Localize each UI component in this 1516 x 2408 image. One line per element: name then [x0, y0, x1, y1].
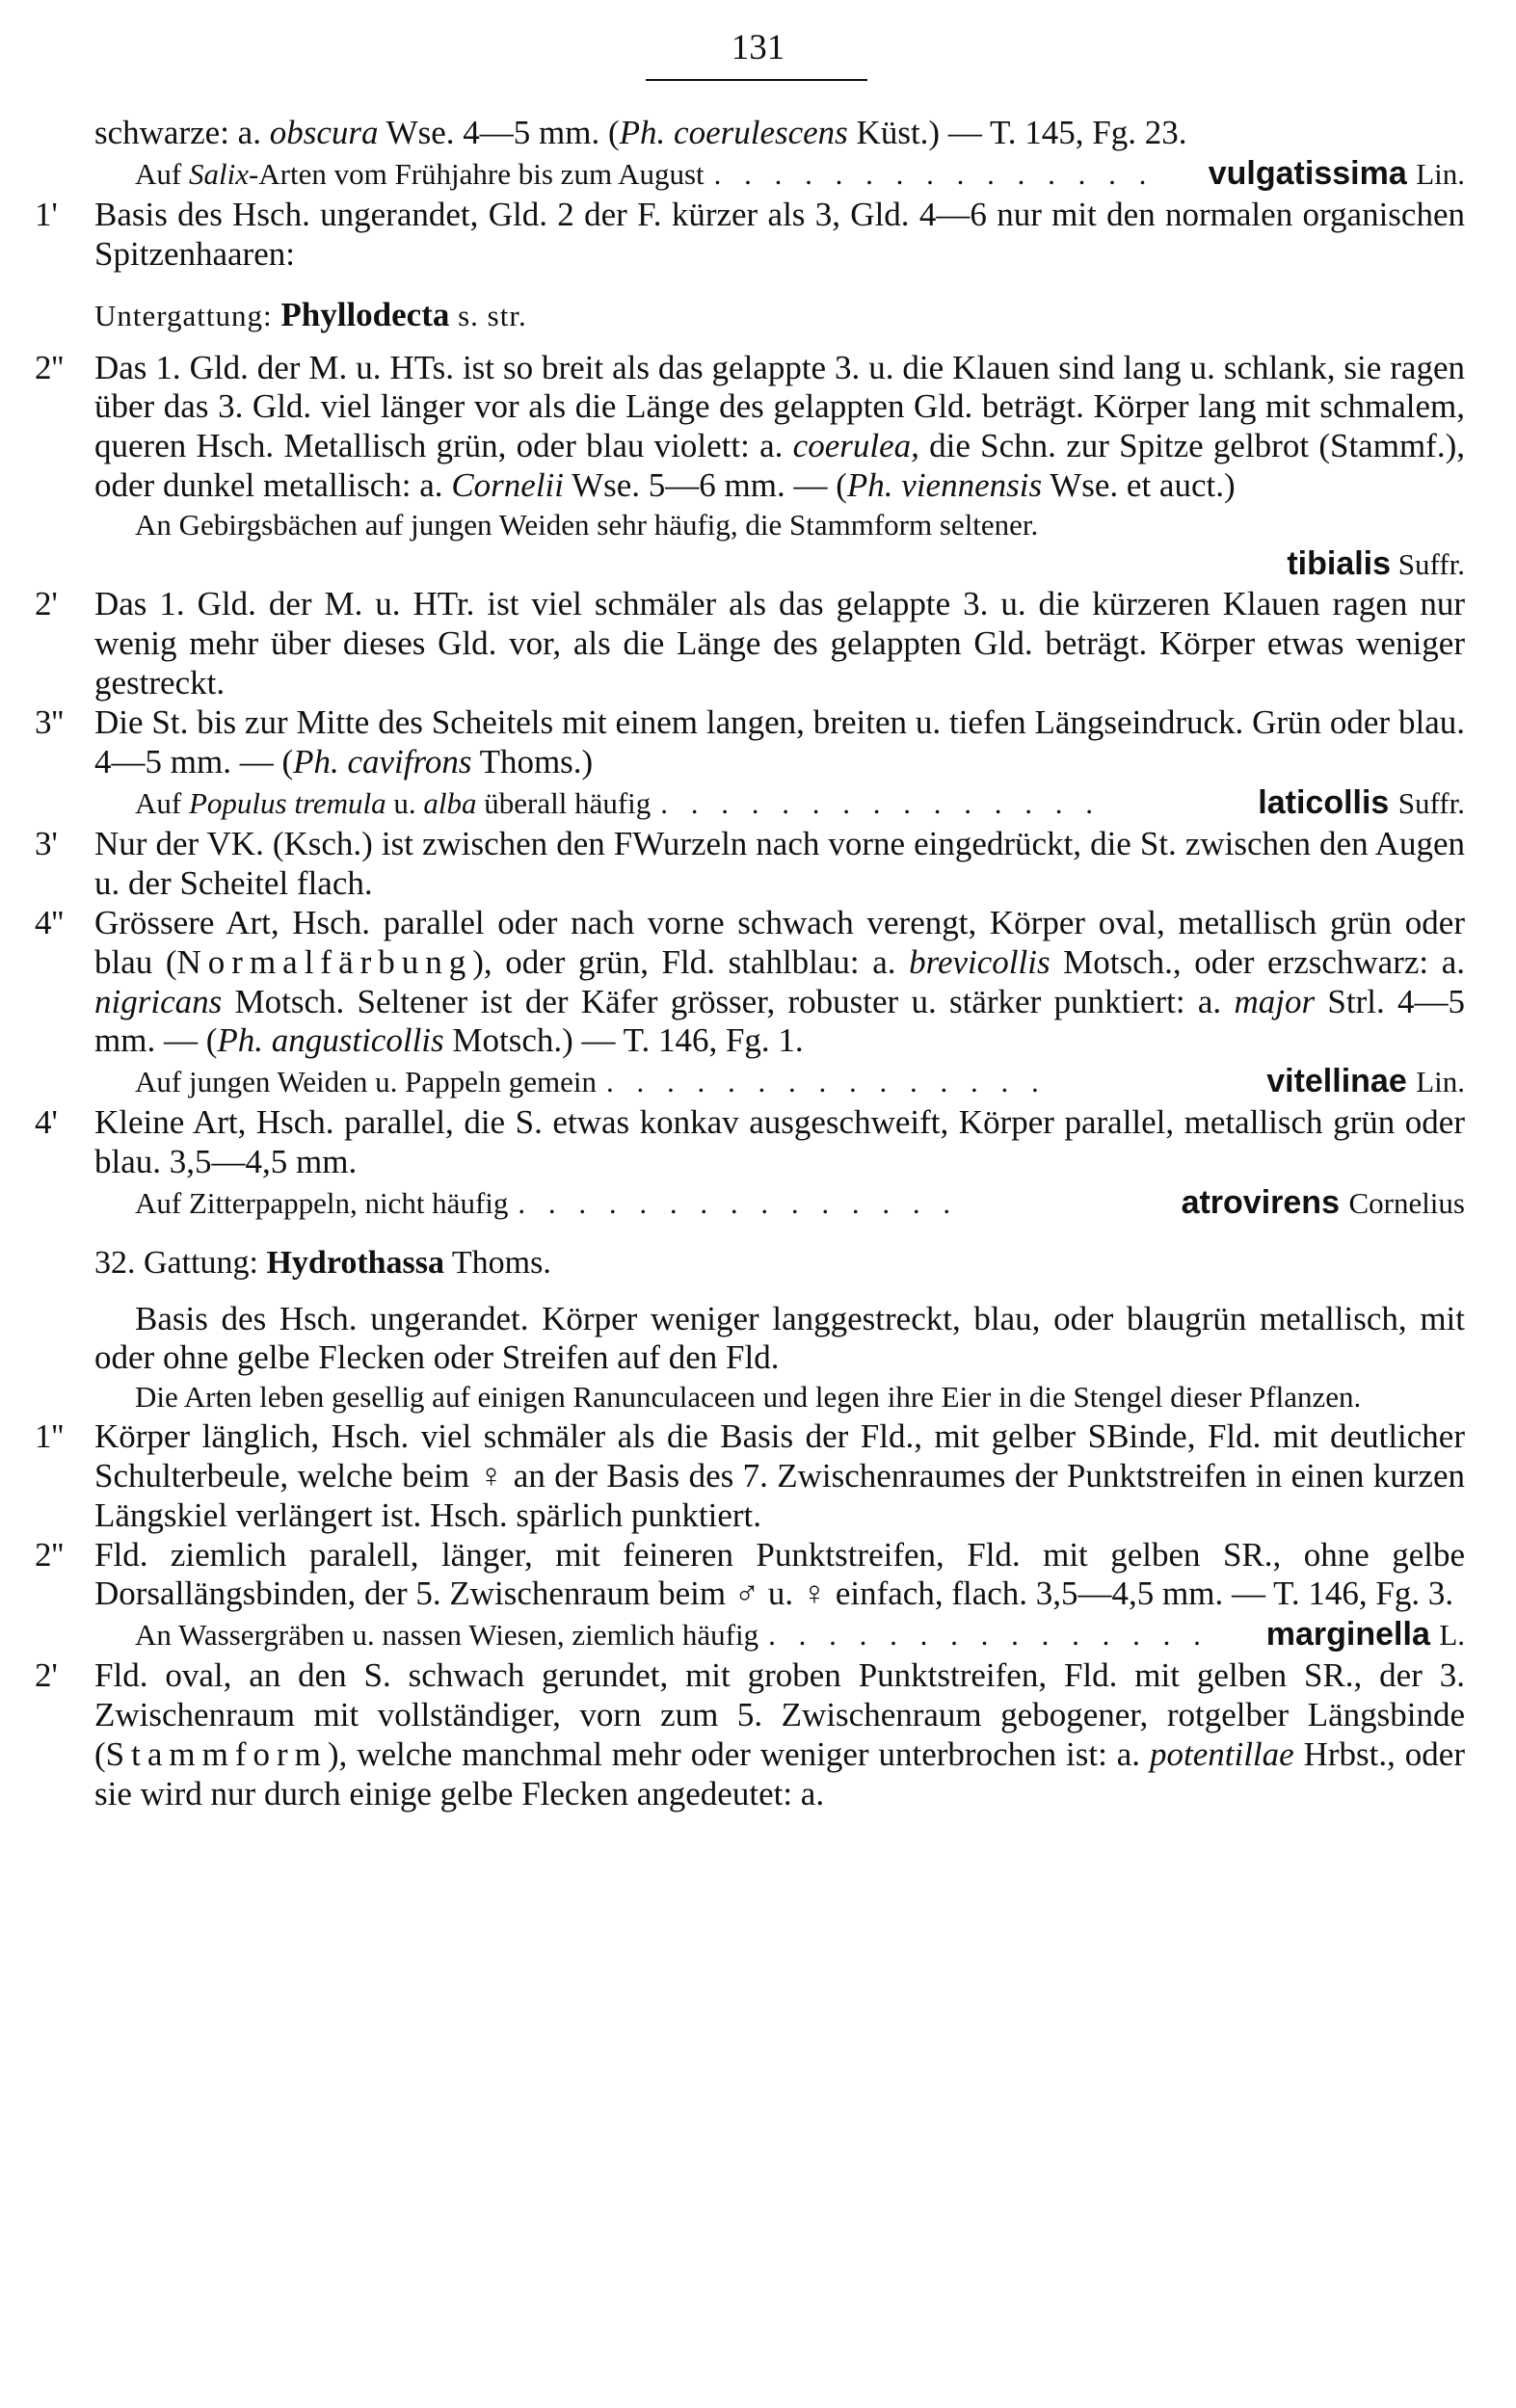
text-run: -Arten vom Frühjahre bis zum August [248, 156, 705, 191]
habitat-text [135, 157, 705, 192]
couplet-text: Strl. 4—5 mm. — ( [94, 982, 1465, 1060]
page-number: 131 [731, 28, 785, 67]
couplet-number: 2'' [35, 1535, 65, 1574]
couplet-text: Basis des Hsch. ungerandet, Gld. 2 der F. kürzer als 3, Gld. 4—6 nur mit den normalen organischen Spitzenhaaren: [94, 195, 1465, 273]
variety-name: coerulea, [792, 427, 919, 465]
key-couplet-1prime [35, 195, 1465, 275]
plant-name: Salix [188, 156, 249, 191]
key-couplet-h2prime [35, 1656, 1465, 1814]
header-rule [646, 79, 867, 81]
species-label: laticollis [1258, 783, 1390, 821]
habitat-text: Auf jungen Weiden u. Pappeln gemein [135, 1065, 598, 1099]
habitat-text: An Wassergräben u. nassen Wiesen, ziemlich häufig [135, 1618, 759, 1653]
species-author: L. [1439, 1618, 1465, 1653]
text-run: u. [386, 785, 424, 820]
text-run: Auf [135, 785, 189, 820]
variety-name: brevicollis [909, 942, 1051, 981]
habitat-text: An Gebirgsbächen auf jungen Weiden sehr häufig, die Stammform seltener. [135, 508, 1039, 542]
couplet-text: Körper länglich, Hsch. viel schmäler als die Basis der Fld., mit gelber SBinde, Fld. mit deutlicher Schulterbeule, welche beim ♀ an der Basis des 7. Zwischenraumes der Punktstreifen in einen kurzen Längskiel verlängert ist. Hsch. spärlich punktiert. [94, 1416, 1465, 1534]
leader-dots: . . . . . . . . . . . . . . . [660, 785, 1102, 820]
subgenus-name: Phyllodecta [280, 295, 450, 333]
species-author: Suffr. [1397, 546, 1465, 581]
couplet-text: Das 1. Gld. der M. u. HTr. ist viel schmäler als das gelappte 3. u. die kürzeren Klauen ragen nur wenig mehr über dieses Gld. vor, als die Länge des gelappten Gld. beträgt. Körper etwas weniger gestreckt. [94, 585, 1465, 702]
habitat-text: Auf Zitterpappeln, nicht häufig [135, 1186, 509, 1221]
couplet-text: ), welche manchmal mehr oder weniger unterbrochen ist: a. [327, 1735, 1150, 1774]
synonym-name: Ph. angusticollis [217, 1021, 444, 1060]
genus-name: Hydrothassa [266, 1244, 445, 1281]
key-couplet-h2dd [35, 1535, 1465, 1615]
key-couplet-3prime [35, 824, 1465, 904]
couplet-text: Thoms.) [471, 743, 594, 781]
habitat-line [94, 1063, 1465, 1101]
intro-paragraph [94, 114, 1465, 153]
leader-dots: . . . . . . . . . . . . . . . [768, 1618, 1209, 1653]
couplet-text: Grössere Art, Hsch. parallel oder nach vorne schwach verengt, Körper oval, metallisch grün oder blau ( [94, 903, 1465, 981]
species-name [1209, 155, 1465, 194]
species-name [1266, 1063, 1465, 1101]
key-couplet-4prime [35, 1103, 1465, 1182]
text-run: Wse. 4—5 mm. ( [378, 114, 620, 151]
text-run: schwarze: a. [94, 114, 270, 151]
species-label: vitellinae [1266, 1063, 1407, 1100]
habitat-line [94, 1184, 1465, 1223]
leader-dots: . . . . . . . . . . . . . . . [713, 156, 1155, 191]
habitat-line [94, 155, 1465, 194]
couplet-text: Wse. et auct.) [1042, 466, 1236, 505]
synonym-name: Ph. coerulescens [619, 114, 848, 151]
genus-author: Thoms. [451, 1244, 551, 1281]
text-run: überall häufig [476, 785, 652, 820]
couplet-number: 3' [35, 824, 58, 862]
key-couplet-h1dd [35, 1416, 1465, 1536]
couplet-number: 2'' [35, 348, 65, 386]
variety-name: nigricans [94, 982, 223, 1020]
couplet-text: Kleine Art, Hsch. parallel, die S. etwas konkav ausgeschweift, Körper parallel, metallisch grün oder blau. 3,5—4,5 mm. [94, 1103, 1465, 1181]
couplet-number: 1'' [35, 1416, 65, 1455]
habitat-text [135, 786, 651, 821]
couplet-number: 2' [35, 1656, 58, 1695]
genus-description: Basis des Hsch. ungerandet. Körper weniger langgestreckt, blau, oder blaugrün metallisch, mit oder ohne gelbe Flecken oder Streifen auf den Fld. [94, 1299, 1465, 1377]
species-label: vulgatissima [1208, 154, 1407, 192]
couplet-number: 4'' [35, 903, 65, 941]
species-name [1258, 784, 1465, 823]
couplet-number: 3'' [35, 703, 65, 742]
subgenus-label: Untergattung: [94, 298, 273, 332]
couplet-number: 2' [35, 585, 58, 623]
couplet-text: Fld. ziemlich paralell, länger, mit feineren Punktstreifen, Fld. mit gelben SR., ohne gelbe Dorsallängsbinden, der 5. Zwischenraum beim ♂ u. ♀ einfach, flach. 3,5—4,5 mm. — T. 146, Fg. 3. [94, 1535, 1465, 1613]
key-couplet-4dd [35, 903, 1466, 1062]
leader-dots: . . . . . . . . . . . . . . . [606, 1065, 1047, 1099]
genus-note: Die Arten leben gesellig auf einigen Ranunculaceen und legen ihre Eier in die Stengel dieser Pflanzen. [135, 1380, 1362, 1415]
couplet-text: Fld. oval, an den S. schwach gerundet, mit groben Punktstreifen, Fld. mit gelben SR., der 3. Zwischenraum mit vollständiger, vorn zum 5. Zwischenraum gebogener, rotgelber Längsbinde ( [94, 1656, 1465, 1774]
key-couplet-2prime [35, 585, 1465, 703]
couplet-text: die Schn. zur Spitze gelbrot (Stammf.), oder dunkel metallisch: a. [94, 427, 1465, 505]
synonym-name: Ph. viennensis [846, 466, 1043, 505]
species-author: Cornelius [1348, 1186, 1465, 1221]
synonym-name: Ph. cavifrons [293, 743, 472, 781]
couplet-text: ), oder grün, Fld. stahlblau: a. [472, 942, 910, 981]
subgenus-heading [94, 296, 1465, 335]
variety-name: obscura [269, 114, 379, 151]
habitat-line [94, 1616, 1465, 1654]
species-author: Suffr. [1397, 785, 1465, 820]
spaced-emphasis: Stammform [105, 1735, 328, 1774]
species-name [1266, 1616, 1465, 1654]
key-couplet-3dd [35, 703, 1465, 782]
couplet-text: Motsch., oder erzschwarz: a. [1050, 942, 1466, 981]
plant-name: Populus tremula [188, 785, 386, 820]
species-name [1182, 1184, 1465, 1223]
genus-label: 32. Gattung: [94, 1244, 258, 1281]
spaced-emphasis: Normalfärbung [176, 942, 473, 981]
genus-heading [94, 1244, 1465, 1283]
subgenus-suffix: s. str. [458, 298, 527, 332]
leader-dots: . . . . . . . . . . . . . . . [518, 1186, 959, 1221]
species-author: Lin. [1416, 156, 1465, 191]
couplet-text: Hrbst., oder sie wird nur durch einige gelbe Flecken angedeutet: a. [94, 1735, 1465, 1813]
couplet-text: Das 1. Gld. der M. u. HTs. ist so breit als das gelappte 3. u. die Klauen sind lang u. schlank, sie ragen über das 3. Gld. viel länger vor als die Länge des gelappten Gld. beträgt. Körper lang mit schmalem, queren Hsch. Metallisch grün, oder blau violett: a. [94, 348, 1465, 465]
couplet-text: Motsch. Seltener ist der Käfer grösser, robuster u. stärker punktiert: a. [222, 982, 1235, 1020]
text-run: Auf [135, 156, 189, 191]
text-run: Küst.) — T. 145, Fg. 23. [847, 114, 1187, 151]
couplet-text: Nur der VK. (Ksch.) ist zwischen den FWurzeln nach vorne eingedrückt, die St. zwischen den Augen u. der Scheitel flach. [94, 824, 1465, 902]
species-line [94, 545, 1465, 584]
couplet-number: 1' [35, 195, 58, 233]
species-label: atrovirens [1181, 1184, 1340, 1222]
species-name: tibialis [1287, 544, 1392, 582]
species-author: Lin. [1416, 1065, 1465, 1099]
couplet-number: 4' [35, 1103, 58, 1142]
species-label: marginella [1265, 1616, 1430, 1654]
variety-name: Cornelii [451, 466, 564, 505]
page-text [35, 114, 1466, 1814]
plant-name: alba [423, 785, 477, 820]
variety-name: major [1234, 982, 1316, 1020]
habitat-line [94, 784, 1465, 823]
couplet-text: Die St. bis zur Mitte des Scheitels mit einem langen, breiten u. tiefen Längseindruck. Grün oder blau. 4—5 mm. — ( [94, 703, 1465, 781]
key-couplet-2dd [35, 348, 1465, 507]
variety-name: potentillae [1149, 1735, 1294, 1774]
couplet-text: Wse. 5—6 mm. — ( [564, 466, 847, 505]
couplet-text: Motsch.) — T. 146, Fg. 1. [443, 1021, 804, 1060]
